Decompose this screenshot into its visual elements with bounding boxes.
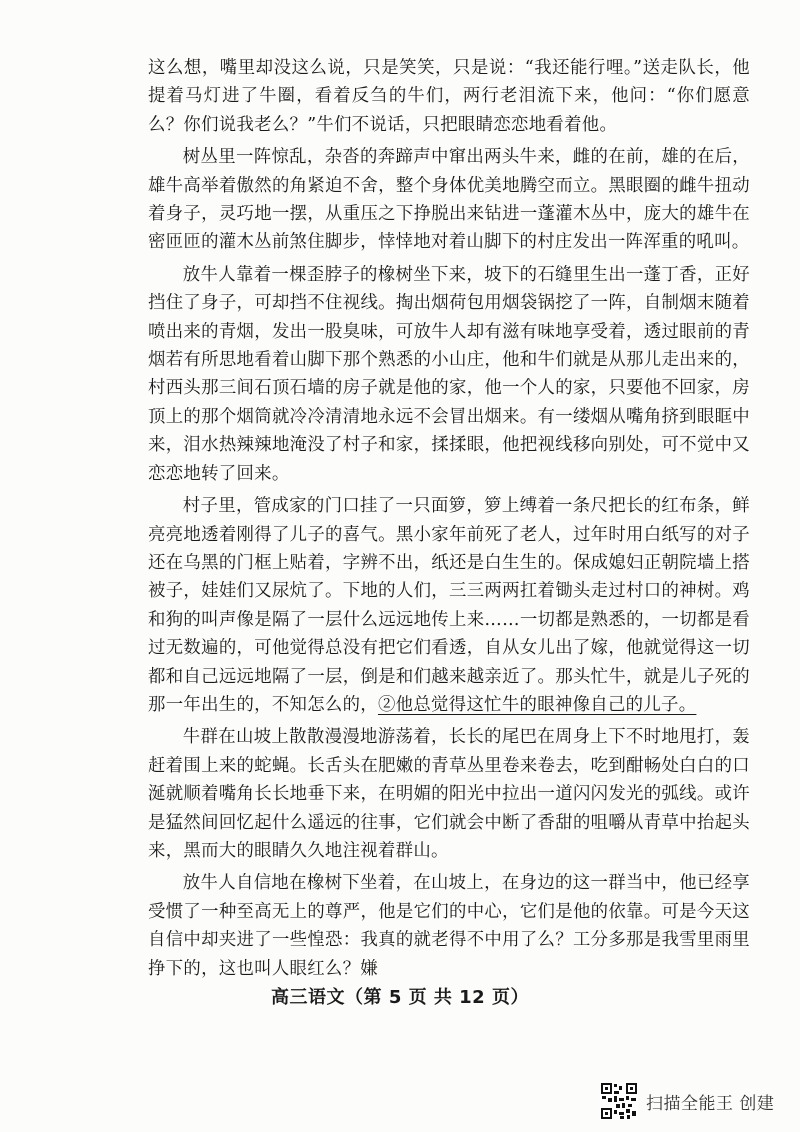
paragraph-5: 牛群在山坡上散散漫漫地游荡着，长长的尾巴在周身上下不时地甩打，轰赶着围上来的蛇蝇。长舌头在肥嫩的青草丛里卷来卷去，吃到酣畅处白白的口涎就顺着嘴角长长地垂下来，在明媚的阳光中拉出一道闪闪发光的弧线。或许是猛然间回忆起什么遥远的往事，它们就会中断了香甜的咀嚼从青草中抬起头来，黑而大的眼睛久久地注视着群山。 bbox=[148, 727, 750, 861]
paragraph-2: 树丛里一阵惊乱，杂沓的奔蹄声中窜出两头牛来，雌的在前，雄的在后，雄牛高举着傲然的角紧迫不舍，整个身体优美地腾空而立。黑眼圈的雌牛扭动着身子，灵巧地一摆，从重压之下挣脱出来钻进一蓬灌木丛中，庞大的雄牛在密匝匝的灌木丛前煞住脚步，悻悻地对着山脚下的村庄发出一阵浑重的吼叫。 bbox=[148, 147, 750, 253]
underlined-sentence-2: ②他总觉得这忙牛的眼神像自己的儿子。 bbox=[377, 694, 697, 715]
paragraph-4-text: 村子里，管成家的门口挂了一只面箩，箩上缚着一条尺把长的红布条，鲜亮亮地透着刚得了儿子的喜气。黑小家年前死了老人，过年时用白纸写的对子还在乌黑的门框上贴着，字辨不出，纸还是白生生的。保成媳妇正朝院墙上搭被子，娃娃们又尿炕了。下地的人们，三三两两扛着锄头走过村口的神树。鸡和狗的叫声像是隔了一层什么远远地传上来……一切都是熟悉的，一切都是看过无数遍的，可他觉得总没有把它们看透，自从女儿出了嫁，他就觉得这一切都和自己远远地隔了一层，倒是和们越来越亲近了。那头忙牛，就是儿子死的那一年出生的，不知怎么的， bbox=[148, 496, 750, 715]
scanner-label: 扫描全能王 创建 bbox=[646, 1093, 775, 1114]
paragraph-3: 放牛人靠着一棵歪脖子的橡树坐下来，坡下的石缝里生出一蓬丁香，正好挡住了身子，可却挡不住视线。掏出烟荷包用烟袋锅挖了一阵，自制烟末随着喷出来的青烟，发出一股臭味，可放牛人却有滋有味地享受着，透过眼前的青烟若有所思地看着山脚下那个熟悉的小山庄，他和牛们就是从那儿走出来的，村西头那三间石顶石墙的房子就是他的家，他一个人的家，只要他不回家，房顶上的那个烟筒就冷冷清清地永远不会冒出烟来。有一缕烟从嘴角挤到眼眶中来，泪水热辣辣地淹没了村子和家，揉揉眼，他把视线移向别处，可不觉中又恋恋地转了回来。 bbox=[148, 264, 750, 484]
page-footer: 高三语文（第 5 页 共 12 页） bbox=[271, 987, 529, 1008]
scanner-watermark bbox=[600, 1082, 774, 1120]
body-text bbox=[148, 54, 750, 987]
qr-code-icon bbox=[600, 1082, 638, 1120]
paragraph-1: 这么想，嘴里却没这么说，只是笑笑，只是说：“我还能行哩。”送走队长，他提着马灯进了牛圈，看着反刍的牛们，两行老泪流下来，他问：“你们愿意么？你们说我老么？”牛们不说话，只把眼睛恋恋地看着他。 bbox=[148, 58, 750, 135]
paragraph-6: 放牛人自信地在橡树下坐着，在山坡上，在身边的这一群当中，他已经享受惯了一种至高无上的尊严，他是它们的中心，它们是他的依靠。可是今天这自信中却夹进了一些惶恐：我真的就老得不中用了么？工分多那是我雪里雨里挣下的，这也叫人眼红么？嫌 bbox=[148, 873, 750, 979]
paragraph-4 bbox=[148, 492, 750, 719]
